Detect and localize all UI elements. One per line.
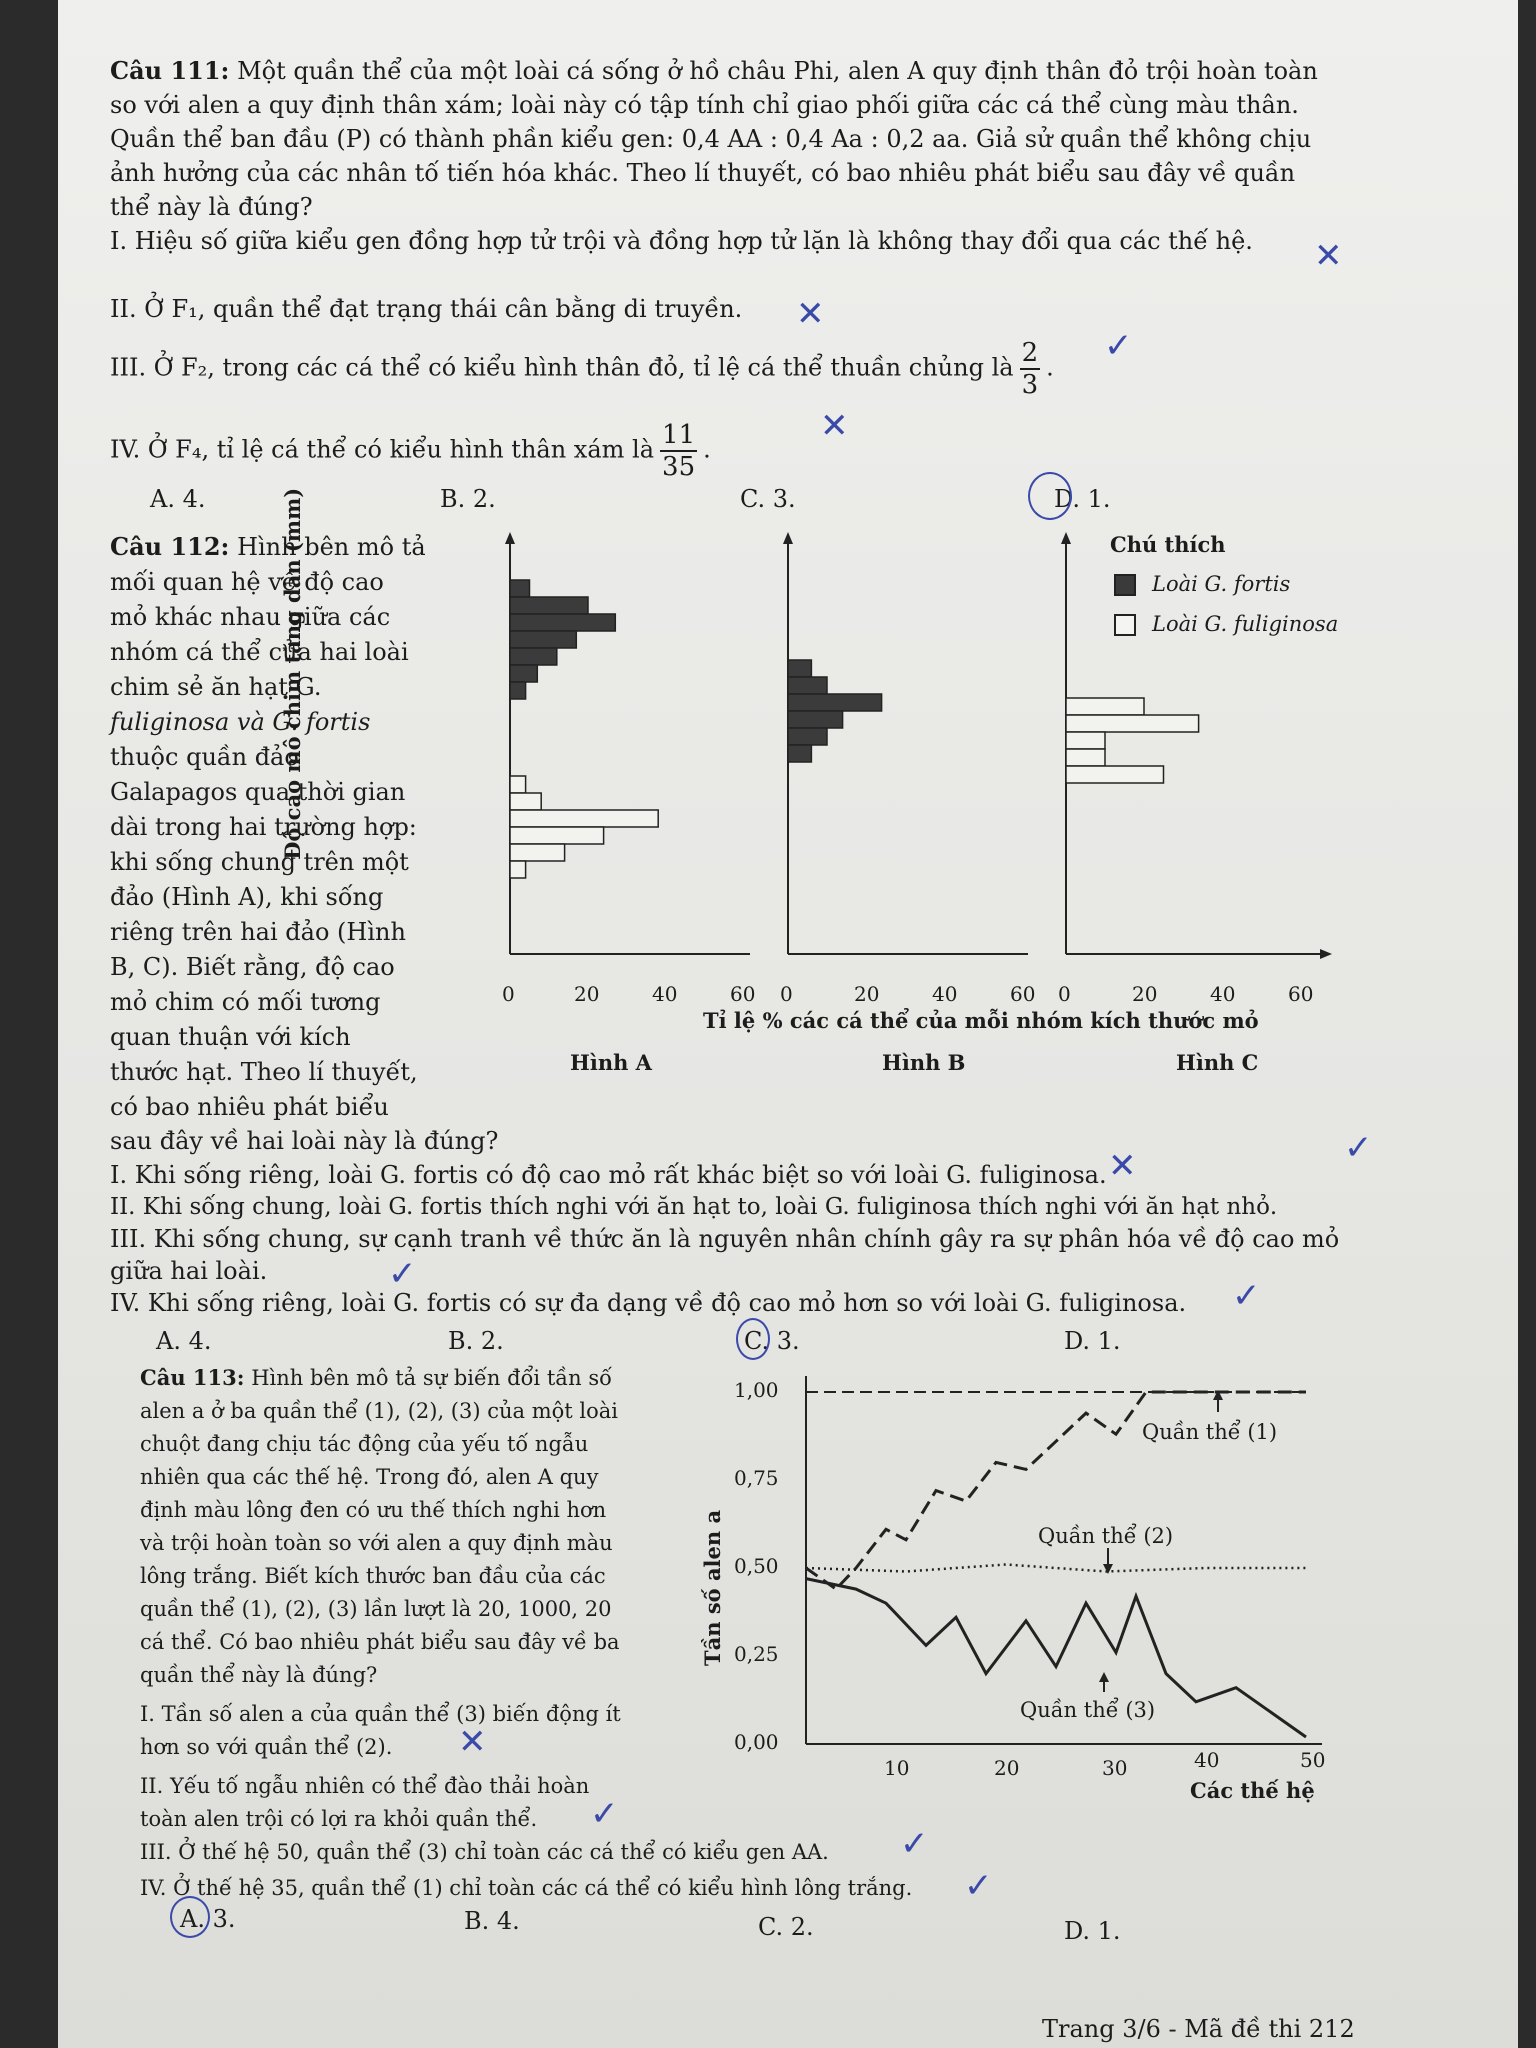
tick-label: 20	[574, 982, 600, 1006]
q111-statement-2: II. Ở F₁, quần thể đạt trạng thái cân bằng di truyền.	[110, 295, 743, 323]
check-mark-icon: ✓	[590, 1794, 619, 1834]
q112-option-a: A. 4.	[156, 1327, 212, 1355]
q111-option-a: A. 4.	[150, 485, 206, 513]
panel-title-c: Hình C	[1176, 1050, 1259, 1075]
check-mark-icon: ✓	[900, 1824, 929, 1864]
check-mark-icon: ✓	[1232, 1276, 1261, 1316]
pop-label-3: Quần thể (3)	[1020, 1698, 1156, 1722]
q112-option-d: D. 1.	[1064, 1327, 1121, 1355]
cross-mark-icon: ✕	[1108, 1146, 1137, 1186]
cross-mark-icon: ✕	[1314, 236, 1343, 276]
y-tick-label: 0,75	[734, 1466, 779, 1490]
q113-line: và trội hoàn toàn so với alen a quy định màu	[140, 1531, 613, 1555]
q112-line: chim sẻ ăn hạt G.	[110, 673, 322, 701]
x-tick-label: 50	[1300, 1748, 1326, 1772]
legend-item-fuliginosa: Loài G. fuliginosa	[1152, 612, 1339, 636]
y-tick-label: 0,50	[734, 1554, 779, 1578]
cross-mark-icon: ✕	[458, 1722, 487, 1762]
q111-option-b: B. 2.	[440, 485, 496, 513]
q112-statement-2: II. Khi sống chung, loài G. fortis thích nghi với ăn hạt to, loài G. fuliginosa thích nghi với ăn hạt nhỏ.	[110, 1194, 1278, 1220]
y-tick-label: 0,00	[734, 1730, 779, 1754]
tick-label: 20	[1132, 982, 1158, 1006]
q113-statement-1-cont: hơn so với quần thể (2).	[140, 1735, 393, 1759]
q113-option-c: C. 2.	[758, 1913, 814, 1941]
q112-line: khi sống chung trên một	[110, 848, 409, 876]
q112-line: mối quan hệ về độ cao	[110, 568, 384, 596]
x-tick-label: 10	[884, 1756, 910, 1780]
tick-label: 0	[1058, 982, 1071, 1006]
q112-line: quan thuận với kích	[110, 1023, 351, 1051]
allele-frequency-chart	[58, 0, 1518, 1820]
pop-label-2: Quần thể (2)	[1038, 1524, 1174, 1548]
cross-mark-icon: ✕	[820, 406, 849, 446]
q112-line: thước hạt. Theo lí thuyết,	[110, 1058, 418, 1086]
q113-statement-3: III. Ở thế hệ 50, quần thể (3) chỉ toàn các cá thể có kiểu gen AA.	[140, 1840, 829, 1864]
arrow-icon	[1099, 1672, 1109, 1682]
tick-label: 20	[854, 982, 880, 1006]
q111-line-4: ảnh hưởng của các nhân tố tiến hóa khác. Theo lí thuyết, có bao nhiêu phát biểu sau đây về quần	[110, 159, 1296, 187]
q113-statement-2: II. Yếu tố ngẫu nhiên có thể đào thải hoàn	[140, 1774, 590, 1798]
q112-line: sau đây về hai loài này là đúng?	[110, 1127, 499, 1155]
q112-line: mỏ chim có mối tương	[110, 988, 381, 1016]
cross-mark-icon: ✕	[796, 294, 825, 334]
q112-statement-1: I. Khi sống riêng, loài G. fortis có độ cao mỏ rất khác biệt so với loài G. fuliginosa.	[110, 1161, 1107, 1189]
q112-line: thuộc quần đảo	[110, 743, 299, 771]
q113-line-1: Câu 113: Hình bên mô tả sự biến đổi tần số	[140, 1365, 612, 1390]
tick-label: 60	[730, 982, 756, 1006]
q112-option-b: B. 2.	[448, 1327, 504, 1355]
q111-option-d: D. 1.	[1054, 485, 1111, 513]
q111-statement-1: I. Hiệu số giữa kiểu gen đồng hợp tử trội và đồng hợp tử lặn là không thay đổi qua các thế hệ.	[110, 227, 1253, 255]
check-mark-icon: ✓	[1104, 326, 1133, 366]
x-tick-label: 30	[1102, 1756, 1128, 1780]
q112-line: B, C). Biết rằng, độ cao	[110, 953, 395, 981]
q113-statement-4: IV. Ở thế hệ 35, quần thể (1) chỉ toàn các cá thể có kiểu hình lông trắng.	[140, 1876, 913, 1900]
answer-circle	[170, 1896, 210, 1938]
tick-label: 40	[652, 982, 678, 1006]
q112-line: có bao nhiêu phát biểu	[110, 1093, 389, 1121]
tick-label: 40	[932, 982, 958, 1006]
q113-line: nhiên qua các thế hệ. Trong đó, alen A quy	[140, 1465, 599, 1489]
tick-label: 40	[1210, 982, 1236, 1006]
q113-statement-1: I. Tần số alen a của quần thể (3) biến động ít	[140, 1702, 621, 1726]
q112-statement-3-cont: giữa hai loài.	[110, 1257, 268, 1285]
q113-line: alen a ở ba quần thể (1), (2), (3) của một loài	[140, 1399, 618, 1423]
y-tick-label: 1,00	[734, 1378, 779, 1402]
tick-label: 60	[1010, 982, 1036, 1006]
q111-line-5: thể này là đúng?	[110, 193, 313, 221]
page-footer: Trang 3/6 - Mã đề thi 212	[1042, 2015, 1355, 2043]
panel-title-a: Hình A	[570, 1050, 652, 1075]
q113-line: quần thể này là đúng?	[140, 1663, 378, 1687]
q113-line: chuột đang chịu tác động của yếu tố ngẫu	[140, 1432, 589, 1456]
q112-line-1: Câu 112: Hình bên mô tả	[110, 532, 426, 561]
q112-line: mỏ khác nhau giữa các	[110, 603, 391, 631]
q113-line: cá thể. Có bao nhiêu phát biểu sau đây về ba	[140, 1630, 620, 1654]
x-axis-label: Các thế hệ	[1190, 1778, 1315, 1803]
q112-option-c: C. 3.	[744, 1327, 800, 1355]
x-tick-label: 20	[994, 1756, 1020, 1780]
check-mark-icon: ✓	[964, 1866, 993, 1906]
tick-label: 0	[780, 982, 793, 1006]
legend-item-fortis: Loài G. fortis	[1152, 572, 1291, 596]
q113-option-a: A. 3.	[180, 1905, 236, 1933]
q111-statement-4: IV. Ở F₄, tỉ lệ cá thể có kiểu hình thân xám là $\frac{11}{35}$ .	[110, 420, 711, 482]
q113-option-b: B. 4.	[464, 1907, 520, 1935]
q113-line: định màu lông đen có ưu thế thích nghi hơn	[140, 1498, 607, 1522]
fraction: $\frac{11}{35}$	[662, 420, 696, 482]
check-mark-icon: ✓	[388, 1254, 417, 1294]
q112-line: Galapagos qua thời gian	[110, 778, 406, 806]
q112-line: fuliginosa và G. fortis	[110, 708, 371, 736]
x-tick-label: 40	[1194, 1748, 1220, 1772]
q112-statement-3: III. Khi sống chung, sự cạnh tranh về thức ăn là nguyên nhân chính gây ra sự phân hóa về độ cao mỏ	[110, 1225, 1340, 1253]
tick-label: 0	[502, 982, 515, 1006]
panel-title-b: Hình B	[882, 1050, 966, 1075]
check-mark-icon: ✓	[1344, 1128, 1373, 1168]
x-axis-label: Tỉ lệ % các cá thể của mỗi nhóm kích thước mỏ	[703, 1008, 1259, 1033]
tick-label: 60	[1288, 982, 1314, 1006]
q113-line: lông trắng. Biết kích thước ban đầu của các	[140, 1564, 606, 1588]
q112-line: đảo (Hình A), khi sống	[110, 883, 384, 911]
fraction: $\frac{2}{3}$	[1021, 338, 1039, 400]
legend-title: Chú thích	[1110, 532, 1226, 557]
q113-line: quần thể (1), (2), (3) lần lượt là 20, 1000, 20	[140, 1597, 612, 1621]
q111-line-3: Quần thể ban đầu (P) có thành phần kiểu gen: 0,4 AA : 0,4 Aa : 0,2 aa. Giả sử quần thể không chịu	[110, 125, 1312, 153]
q112-line: nhóm cá thể của hai loài	[110, 638, 409, 666]
y-tick-label: 0,25	[734, 1642, 779, 1666]
series-line-pop-2	[806, 1565, 1306, 1572]
exam-page: Câu 111: Một quần thể của một loài cá sống ở hồ châu Phi, alen A quy định thân đỏ trội hoàn toàn so với alen a quy định thân xám; loài này có tập tính chỉ giao phối giữa các cá thể cùng màu thân. Quần thể ban đầu (P) có thành phần kiểu gen: 0,4 AA : 0,4 Aa : 0,2 aa. Giả sử quần thể không chịu ảnh hưởng của các nhân tố tiến hóa khác. Theo lí thuyết, có bao nhiêu phát biểu sau đây về quần thể này là đúng? I. Hiệu số giữa kiểu gen đồng hợp tử trội và đồng hợp tử lặn là không thay đổi qua các thế hệ. ✕ II. Ở F₁, quần thể đạt trạng thái cân bằng di truyền. ✕ III. Ở F₂, trong các cá thể có kiểu hình thân đỏ, tỉ lệ cá thể thuần chủng là $\frac{2}{3}$ . ✓ IV. Ở F₄, tỉ lệ cá thể có kiểu hình thân xám là $\frac{11}{35}$ . ✕ A. 4. B. 2. C. 3. D. 1. Câu 112: Hình bên mô tả mối quan hệ về độ cao mỏ khác nhau giữa các nhóm cá thể của hai loài chim sẻ ăn hạt G. fuliginosa và G. fortis thuộc quần đảo Galapagos qua thời gian dài trong hai trường hợp: khi sống chung trên một đảo (Hình A), khi sống riêng trên hai đảo (Hình B, C). Biết rằng, độ cao mỏ chim có mối tương quan thuận với kích thước hạt. Theo lí thuyết, có bao nhiêu phát biểu Độ cao mô chim tăng dần (mm) 0 20 40 60 0 20 40 60 0 20 40 60 Tỉ lệ % các cá thể của mỗi nhóm kích thước mỏ Hình A Hình B Hình C Chú thích Loài G. fortis Loài G. fuliginosa sau đây về hai loài này là đúng? I. Khi sống riêng, loài G. fortis có độ cao mỏ rất khác biệt so với loài G. fuliginosa. ✕ ✓ II. Khi sống chung, loài G. fortis thích nghi với ăn hạt to, loài G. fuliginosa thích nghi với ăn hạt nhỏ. III. Khi sống chung, sự cạnh tranh về thức ăn là nguyên nhân chính gây ra sự phân hóa về độ cao mỏ giữa hai loài. ✓ IV. Khi sống riêng, loài G. fortis có sự đa dạng về độ cao mỏ hơn so với loài G. fuliginosa. ✓ A. 4. B. 2. C. 3. D. 1. Câu 113: Hình bên mô tả sự biến đổi tần số alen a ở ba quần thể (1), (2), (3) của một loài chuột đang chịu tác động của yếu tố ngẫu nhiên qua các thế hệ. Trong đó, alen A quy định màu lông đen có ưu thế thích nghi hơn và trội hoàn toàn so với alen a quy định màu lông trắng. Biết kích thước ban đầu của các quần thể (1), (2), (3) lần lượt là 20, 1000, 20 cá thể. Có bao nhiêu phát biểu sau đây về ba quần thể này là đúng? I. Tần số alen a của quần thể (3) biến động ít hơn so với quần thể (2). ✕ II. Yếu tố ngẫu nhiên có thể đào thải hoàn toàn alen trội có lợi ra khỏi quần thể. ✓ 1,00 0,75 0,50 0,25 0,00 10 20 30 40 50 Các thế hệ Tần số alen a Quần thể (1) Quần thể (2) Quần thể (3) III. Ở thế hệ 50, quần thể (3) chỉ toàn các cá thể có kiểu gen AA. ✓ IV. Ở thế hệ 35, quần thể (1) chỉ toàn các cá thể có kiểu hình lông trắng. ✓ A. 3. B. 4. C. 2. D. 1. Trang 3/6 - Mã đề thi 212	[58, 0, 1518, 2048]
pop-label-1: Quần thể (1)	[1142, 1420, 1278, 1444]
q113-statement-2-cont: toàn alen trội có lợi ra khỏi quần thể.	[140, 1807, 538, 1831]
q112-statement-4: IV. Khi sống riêng, loài G. fortis có sự đa dạng về độ cao mỏ hơn so với loài G. fuliginosa.	[110, 1289, 1187, 1317]
q113-option-d: D. 1.	[1064, 1917, 1121, 1945]
q111-line-2: so với alen a quy định thân xám; loài này có tập tính chỉ giao phối giữa các cá thể cùng màu thân.	[110, 91, 1299, 119]
q111-option-c: C. 3.	[740, 485, 796, 513]
q112-line: dài trong hai trường hợp:	[110, 813, 417, 841]
q111-statement-3: III. Ở F₂, trong các cá thể có kiểu hình thân đỏ, tỉ lệ cá thể thuần chủng là $\frac{2}{3}$ .	[110, 338, 1054, 400]
q111-line-1: Câu 111: Một quần thể của một loài cá sống ở hồ châu Phi, alen A quy định thân đỏ trội hoàn toàn	[110, 56, 1318, 85]
q112-line: riêng trên hai đảo (Hình	[110, 918, 406, 946]
